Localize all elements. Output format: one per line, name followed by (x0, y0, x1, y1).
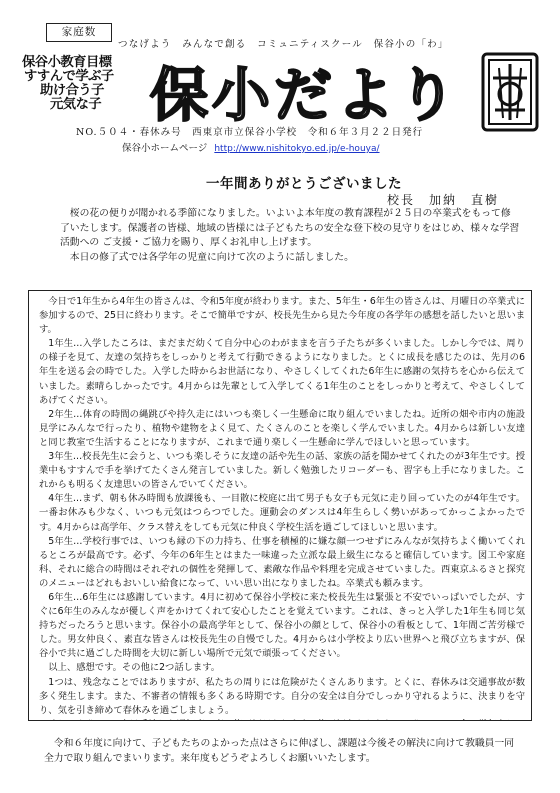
speech-paragraph: 3年生…校長先生に会うと、いつも楽しそうに友達の話や先生の話、家族の話を聞かせてくれたのが3年生です。授業中もすすんで手を挙げてたくさん発言していました。新しく勉強したリコーダーも、習字も上手になりました。これからも明るく友達思いの皆さんでいてください。 (39, 451, 525, 491)
homepage-line (122, 140, 380, 154)
speech-paragraph: 5年生…学校行事では、いつも縁の下の力持ち、仕事を積極的に嫌な顔一つせずにみんなが気持ちよく働いてくれるところが最高です。必ず、今年の6年生とはまた一味違った立派な最上級生になると確信しています。図工や家庭科、それに総合の時間はそれぞれの個性を発揮して、素敵な作品や料理を完成させていました。西東京ふるさと探究のメニューはどれもおいしい給食になって、いい思い出になりましたね。卒業式も頼みます。 (39, 535, 525, 589)
goal-item: 元気な子 (50, 97, 102, 112)
goal-item: 助け合う子 (40, 83, 104, 98)
newsletter-title: 保小だより (150, 61, 461, 129)
homepage-label: 保谷小ホームページ (122, 143, 208, 154)
speech-paragraph: 6年生…6年生には感謝しています。4月に初めて保谷小学校に来た校長先生は緊張と不安でいっぱいでしたが、すぐに6年生のみんなが優しく声をかけてくれて安心したことを覚えています。これは、きっと入学した1年生も同じ気持ちだったろうと思います。保谷小の最高学年として、保谷小の顔として、保谷小の看板として、1年間ご苦労様でした。男女仲良く、素直な皆さんは校長先生の自慢でした。4月からは小学校より広い世界へと飛び立ちますが、保谷小で共に過ごした時間を大切に新しい場所で元気で頑張ってください。 (39, 591, 525, 660)
article-author: 校長 加納 直樹 (387, 193, 500, 207)
goals-heading: 保谷小教育目標 (22, 55, 112, 70)
issue-info: NO.５０４・春休み号 西東京市立保谷小学校 令和６年３月２２日発行 (76, 127, 424, 138)
speech-paragraph: 1年生…入学したころは、まだまだ幼くて自分中心のわがままを言う子たちが多くいました。しかし今では、周りの様子を見て、友達の気持ちをしっかりと考えて行動できるようになりました。とくに成長を感じたのは、先月の6年生を送る会の時でした。入学した時からお世話になり、やさしくしてくれた6年生に感謝の気持ちを心から伝えていました。素晴らしかったです。4月からは先輩として入学してくる1年生のことをしっかりと考えて、やさしくしてあげてください。 (39, 338, 525, 406)
speech-paragraph: 4年生…まず、朝も休み時間も放課後も、一目散に校庭に出て男子も女子も元気に走り回っていたのが4年生です。一番お休みも少なく、いつも元気はつらつでした。運動会のダンスは4年生らしく勢いがあってかっこよかったです。4月からは高学年、クラス替えをしても元気に仲良く学校生活を過ごしてほしいと思います。 (39, 493, 525, 533)
homepage-link[interactable]: http://www.nishitokyo.ed.jp/e-houya/ (214, 144, 380, 154)
school-emblem-icon (481, 52, 539, 132)
tagline: つなげよう みんなで創る コミュニティスクール 保谷小の「わ」 (118, 39, 449, 50)
goal-item: すすんで学ぶ子 (24, 69, 114, 84)
speech-paragraph: 今日で1年生から4年生の皆さんは、令和5年度が終わります。また、5年生・6年生の皆さんは、月曜日の卒業式に参加するので、25日に終わります。そこで簡単ですが、校長先生から見た今年度の各学年の感想を話したいと思います。 (39, 296, 525, 336)
intro-text (60, 207, 520, 265)
speech-paragraph: 1つは、残念なことではありますが、私たちの周りには危険がたくさんあります。とくに、春休みは交通事故が数多く発生します。また、不審者の情報も多くある時期です。自分の安全は自分でしっかり守れるように、決まりを守り、気を引き締めて春休みを過ごしましょう。 (39, 676, 525, 716)
closing-paragraph: 令和６年度に向けて、子どもたちのよかった点はさらに伸ばし、課題は今後その解決に向けて教職員一同全力で取り組んでまいります。来年度もどうぞよろしくお願いいたします。 (44, 738, 515, 764)
school-goals (22, 56, 142, 112)
speech-paragraph: 以上、感想です。その他に2つ話します。 (48, 662, 221, 674)
article-title: 一年間ありがとうございました (206, 176, 402, 192)
intro-paragraph: 本日の修了式では各学年の児童に向けて次のように話しました。 (69, 251, 354, 263)
intro-paragraph: 桜の花の便りが聞かれる季節になりました。いよいよ本年度の教育課程が２５日の卒業式をもって修了いたします。保護者の皆様、地域の皆様には子どもたちの安全な登下校の見守りをはじめ、様々な学習活動への ご支援・ご協力を賜り、厚くお礼申し上げます。 (60, 208, 520, 249)
speech-paragraph (39, 718, 525, 721)
category-label: 家庭数 (46, 23, 112, 42)
speech-paragraph: 2年生…体育の時間の縄跳びや持久走にはいつも楽しく一生懸命に取り組んでいましたね。近所の畑や市内の施設見学にみんなで行ったり、植物や建物をよく見て、たくさんのことを楽しく学んでいました。4月からは新しい友達と同じ教室で生活することになりますが、これまで通り楽しく一生懸命に学んでほしいと思っています。 (39, 408, 525, 448)
speech-box (28, 290, 532, 721)
closing-text (44, 737, 520, 766)
